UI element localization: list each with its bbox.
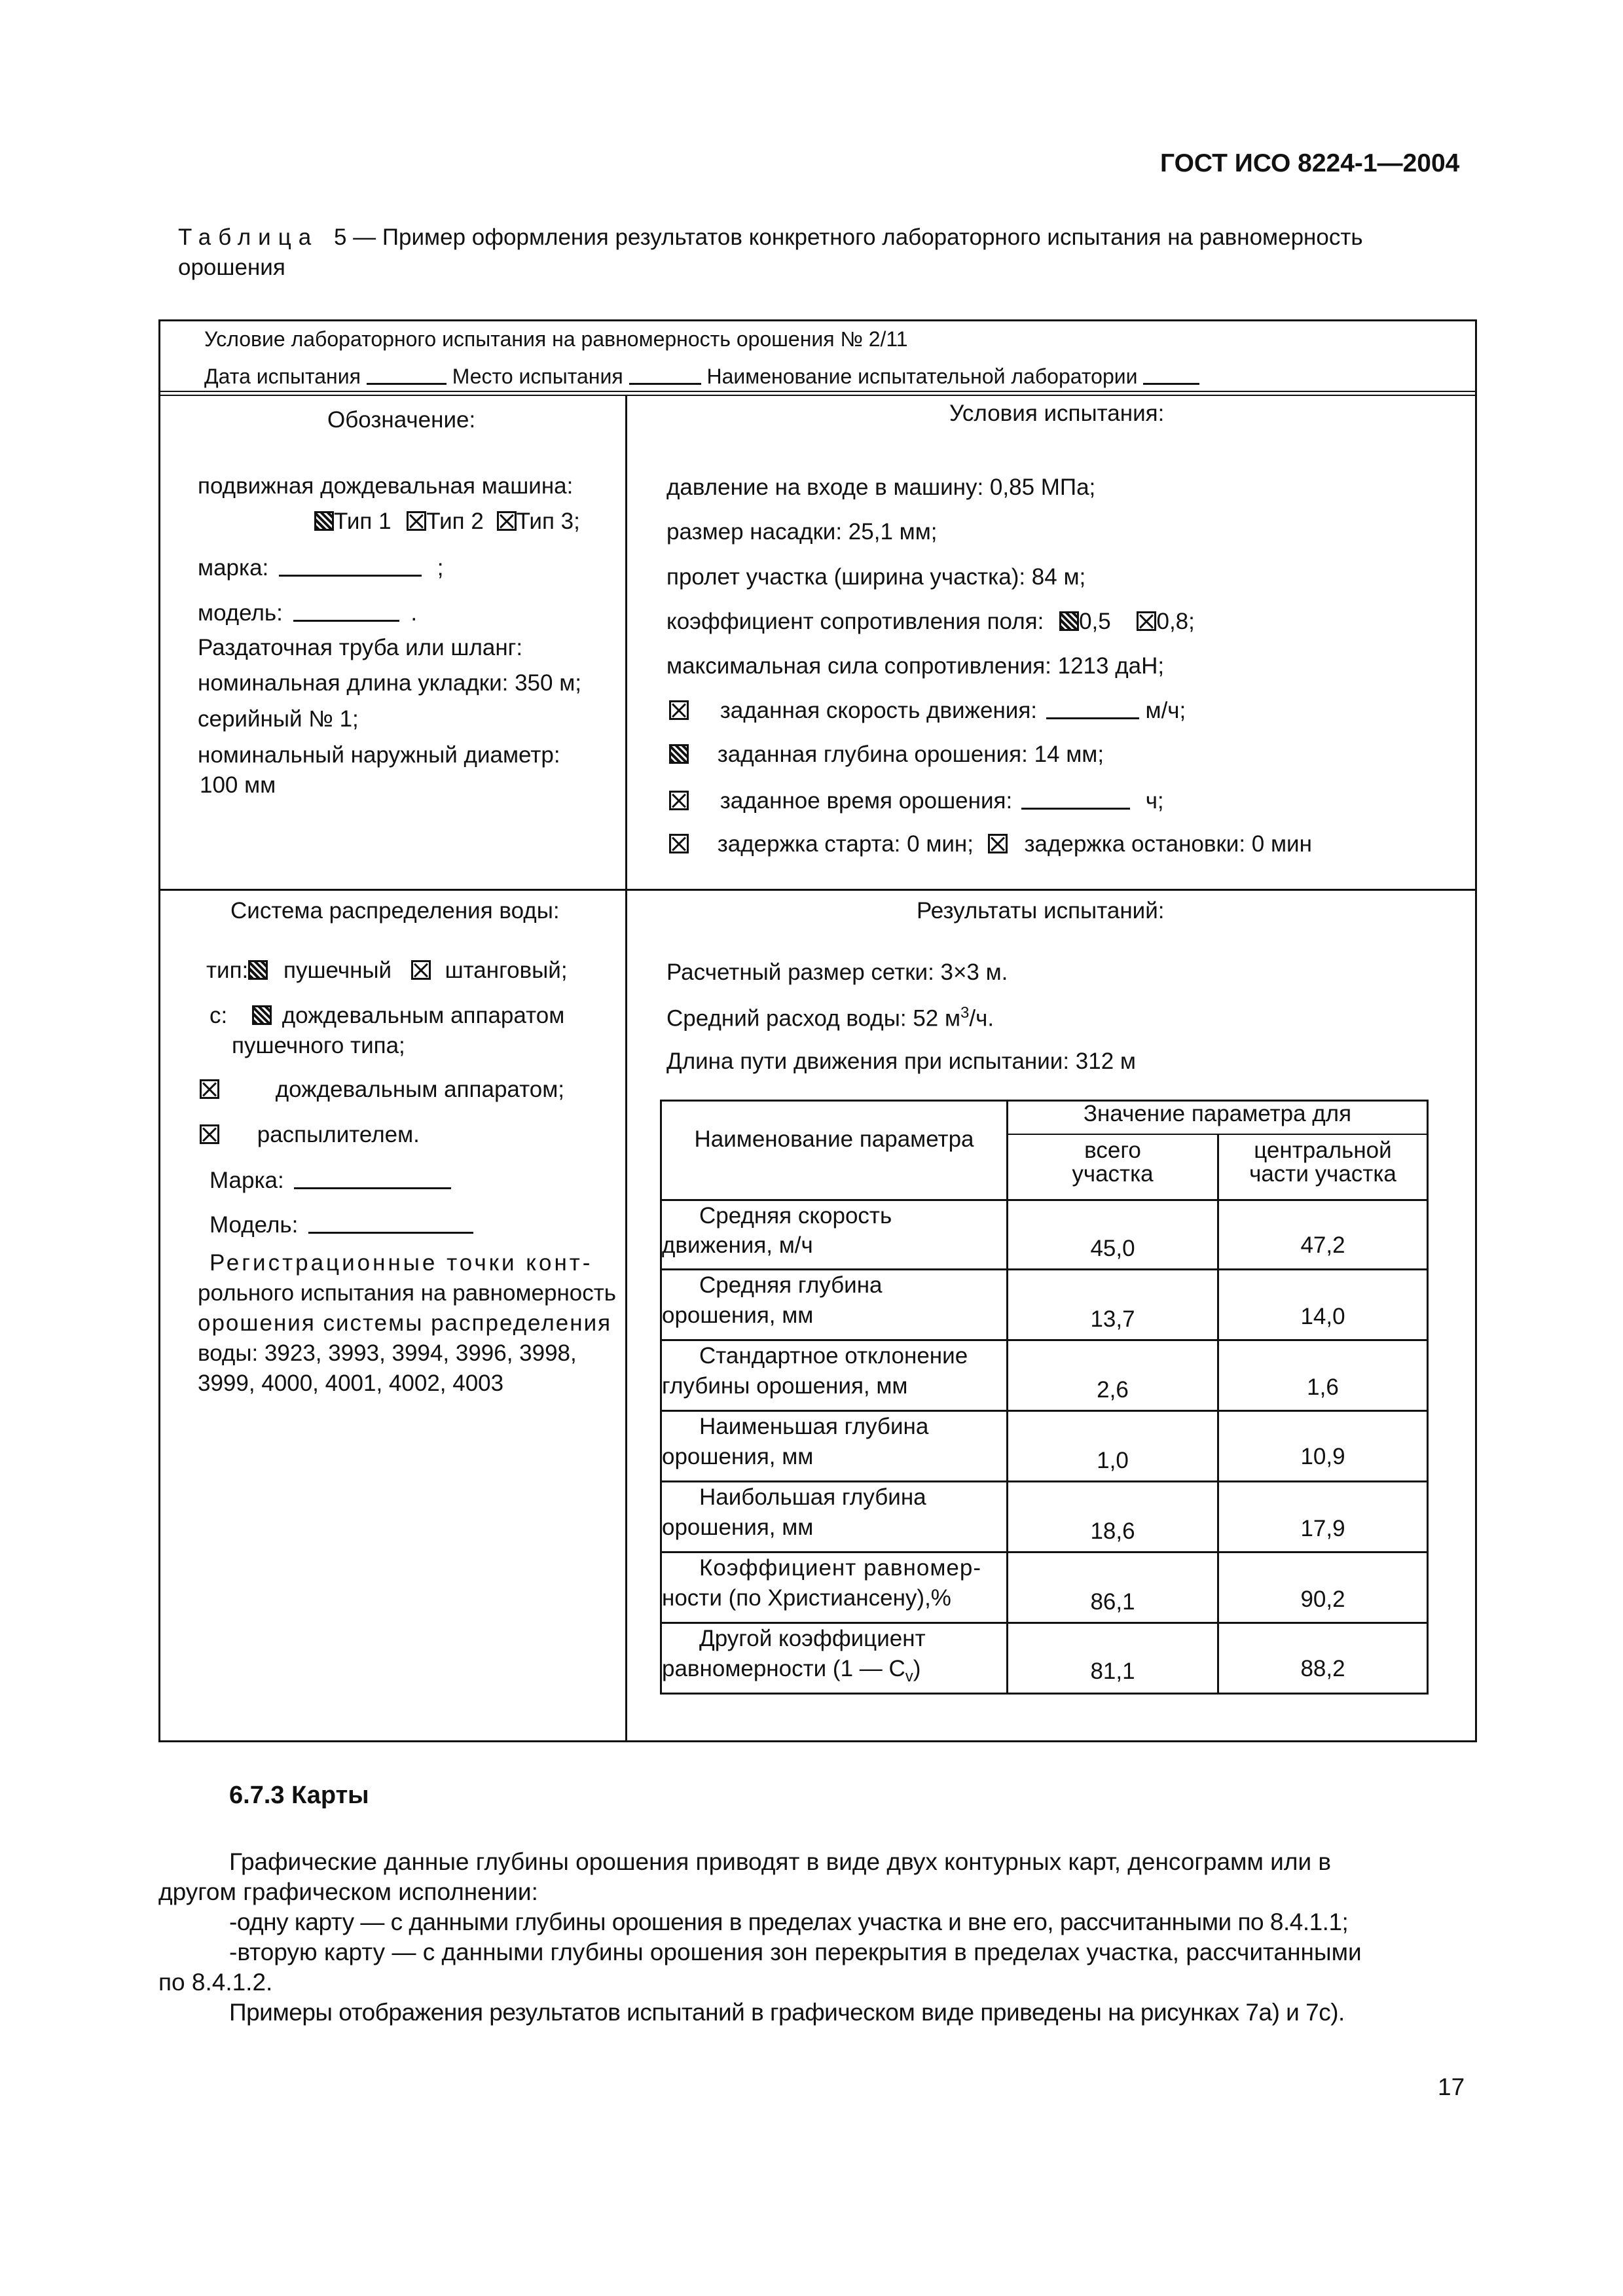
system-brand-blank — [294, 1166, 451, 1189]
set-time-unit: ч; — [1145, 788, 1164, 814]
table-caption — [178, 223, 1363, 253]
type1-label: Тип 1 — [334, 509, 392, 534]
with-label: с: — [210, 1003, 228, 1028]
results-col-central-1: центральной — [1254, 1138, 1392, 1163]
field-resistance — [666, 609, 1195, 635]
row-name-6b: ности (по Христиансену),% — [662, 1585, 951, 1611]
set-speed-unit: м/ч; — [1145, 698, 1186, 723]
start-delay-label: задержка старта: 0 мин; — [717, 831, 974, 857]
row-name-1a: Средняя скорость — [699, 1203, 892, 1229]
reg-points-4: воды: 3923, 3993, 3994, 3996, 3998, — [198, 1340, 577, 1366]
set-time — [669, 787, 1164, 814]
gun-sprinkler-label-cont: пушечного типа; — [232, 1033, 405, 1058]
type1-checkbox-icon — [314, 511, 334, 531]
row-name-4a: Наименьшая глубина — [699, 1414, 929, 1439]
row-name-5b: орошения, мм — [662, 1515, 814, 1540]
paragraph-3b: по 8.4.1.2. — [158, 1969, 273, 1996]
row-name-2b: орошения, мм — [662, 1302, 814, 1328]
gun-sprinkler-checkbox-icon — [252, 1005, 272, 1025]
avg-water-flow-sup: 3 — [960, 1004, 970, 1022]
row-name-7b-sub: v — [905, 1668, 913, 1685]
set-depth-checkbox-icon — [669, 744, 689, 764]
reg-points-3: орошения системы распределения — [198, 1310, 612, 1336]
paragraph-3a: -вторую карту — с данными глубины орошения зон перекрытия в пределах участка, рассчитанными — [229, 1939, 1362, 1965]
path-length: Длина пути движения при испытании: 312 м — [666, 1049, 1136, 1074]
test-place-blank — [629, 362, 701, 385]
row-name-6a: Коэффициент равномер- — [699, 1555, 981, 1581]
row-all-2: 13,7 — [1090, 1306, 1135, 1332]
row-all-3: 2,6 — [1097, 1377, 1129, 1403]
type2-checkbox-icon — [407, 511, 426, 531]
row-central-3: 1,6 — [1307, 1374, 1339, 1400]
pipe-label: Раздаточная труба или шланг: — [198, 635, 523, 660]
test-date-label: Дата испытания — [204, 365, 361, 388]
inlet-pressure: давление на входе в машину: 0,85 МПа; — [666, 475, 1096, 500]
results-col-all-1: всего — [1084, 1138, 1141, 1163]
set-speed-label: заданная скорость движения: — [720, 698, 1038, 723]
lab-name-label: Наименование испытательной лаборатории — [706, 365, 1138, 388]
set-depth — [669, 742, 1104, 768]
caption-label: Таблица — [178, 224, 319, 250]
grid-size: Расчетный размер сетки: 3×3 м. — [666, 960, 1008, 985]
brand-end: ; — [437, 555, 444, 581]
row-central-5: 17,9 — [1300, 1516, 1345, 1541]
nozzle-size: размер насадки: 25,1 мм; — [666, 519, 938, 545]
stop-delay-label: задержка остановки: 0 мин — [1024, 831, 1312, 857]
row-central-4: 10,9 — [1300, 1444, 1345, 1469]
row-all-6: 86,1 — [1090, 1589, 1135, 1615]
reg-points-5: 3999, 4000, 4001, 4002, 4003 — [198, 1371, 504, 1396]
results-col-group: Значение параметра для — [1083, 1101, 1352, 1126]
start-delay-checkbox-icon — [669, 834, 689, 853]
reg-points-2: рольного испытания на равномерность — [198, 1280, 617, 1306]
distribution-system-title: Система распределения воды: — [230, 898, 560, 924]
sprayer-option — [200, 1122, 420, 1148]
set-time-label: заданное время орошения: — [720, 788, 1013, 814]
system-brand — [210, 1166, 451, 1194]
set-speed-checkbox-icon — [669, 700, 689, 720]
avg-water-flow-label: Средний расход воды: 52 м — [666, 1005, 961, 1031]
row-name-3a: Стандартное отклонение — [699, 1343, 968, 1369]
serial-number: серийный № 1; — [198, 706, 359, 732]
type2-label: Тип 2 — [426, 509, 484, 534]
row-name-4b: орошения, мм — [662, 1444, 814, 1469]
model-blank — [293, 599, 399, 622]
test-info-line — [204, 362, 1199, 389]
machine-types — [314, 509, 580, 535]
row-all-1: 45,0 — [1090, 1236, 1135, 1261]
max-resistance: максимальная сила сопротивления: 1213 даН; — [666, 653, 1165, 679]
span-width: пролет участка (ширина участка): 84 м; — [666, 564, 1086, 590]
system-brand-label: Марка: — [210, 1168, 284, 1193]
field-resistance-label: коэффициент сопротивления поля: — [666, 609, 1044, 634]
set-time-checkbox-icon — [669, 791, 689, 810]
resistance-a-value: 0,5 — [1079, 609, 1111, 634]
row-all-4: 1,0 — [1097, 1448, 1129, 1473]
gun-label: пушечный — [283, 958, 392, 983]
sprayer-checkbox-icon — [200, 1124, 219, 1144]
paragraph-4: Примеры отображения результатов испытаний в графическом виде приведены на рисунках 7а) и 7с). — [229, 1999, 1345, 2026]
model-field — [198, 599, 417, 626]
set-time-blank — [1021, 787, 1130, 810]
sprinkler-label: дождевальным аппаратом; — [275, 1077, 565, 1102]
boom-checkbox-icon — [411, 960, 431, 980]
avg-water-flow-unit: /ч. — [969, 1005, 994, 1031]
row-name-2a: Средняя глубина — [699, 1272, 883, 1298]
row-central-6: 90,2 — [1300, 1587, 1345, 1612]
set-speed-blank — [1046, 696, 1139, 719]
row-central-7: 88,2 — [1300, 1656, 1345, 1681]
test-conditions-title: Условия испытания: — [949, 401, 1165, 426]
set-speed — [669, 696, 1186, 724]
paragraph-1a: Графические данные глубины орошения приводят в виде двух контурных карт, денсограмм или в — [229, 1848, 1332, 1875]
test-place-label: Место испытания — [452, 365, 623, 388]
avg-water-flow — [666, 1004, 994, 1032]
lab-name-blank — [1143, 362, 1199, 385]
row-name-1b: движения, м/ч — [662, 1232, 813, 1258]
test-results-title: Результаты испытаний: — [917, 898, 1165, 924]
system-model-blank — [308, 1211, 473, 1234]
row-all-7: 81,1 — [1090, 1659, 1135, 1684]
row-central-2: 14,0 — [1300, 1304, 1345, 1329]
brand-field — [198, 554, 443, 581]
delays — [669, 831, 1312, 857]
boom-label: штанговый; — [445, 958, 568, 983]
document-id: ГОСТ ИСО 8224-1—2004 — [1160, 149, 1460, 177]
row-all-5: 18,6 — [1090, 1518, 1135, 1544]
resistance-a-checkbox-icon — [1059, 611, 1079, 631]
set-depth-label: заданная глубина орошения: 14 мм; — [717, 742, 1104, 767]
machine-label: подвижная дождевальная машина: — [198, 473, 574, 499]
diameter-value: 100 мм — [200, 772, 276, 798]
row-name-3b: глубины орошения, мм — [662, 1373, 908, 1399]
model-end: . — [410, 600, 418, 626]
system-type — [206, 958, 568, 984]
caption-text-cont: орошения — [178, 255, 285, 280]
type3-label: Тип 3; — [516, 509, 580, 534]
caption-text: 5 — Пример оформления результатов конкретного лабораторного испытания на равномерность — [333, 224, 1363, 250]
reg-points-1: Регистрационные точки конт- — [210, 1250, 593, 1276]
diameter-label: номинальный наружный диаметр: — [198, 742, 560, 768]
resistance-b-value: 0,8; — [1156, 609, 1195, 634]
page-number: 17 — [1438, 2073, 1465, 2100]
resistance-b-checkbox-icon — [1137, 611, 1156, 631]
stop-delay-checkbox-icon — [988, 834, 1008, 853]
results-col-central-2: части участка — [1249, 1161, 1396, 1187]
row-central-1: 47,2 — [1300, 1232, 1345, 1258]
paragraph-2: -одну карту — с данными глубины орошения в пределах участка и вне его, рассчитанными по 8.4.1.1; — [229, 1909, 1349, 1935]
pipe-length: номинальная длина укладки: 350 м; — [198, 670, 581, 696]
test-date-blank — [367, 362, 447, 385]
sprayer-label: распылителем. — [257, 1122, 420, 1147]
sprinkler-checkbox-icon — [200, 1079, 219, 1099]
results-col-param: Наименование параметра — [694, 1126, 974, 1152]
brand-label: марка: — [198, 555, 269, 581]
row-name-7b-text: равномерности (1 — C — [662, 1656, 905, 1681]
gun-sprinkler-label: дождевальным аппаратом — [282, 1003, 565, 1028]
gun-checkbox-icon — [248, 960, 268, 980]
system-type-label: тип: — [206, 958, 249, 983]
row-name-7a: Другой коэффициент — [699, 1626, 926, 1651]
brand-blank — [279, 554, 422, 577]
row-name-5a: Наибольшая глубина — [699, 1484, 926, 1510]
system-model-label: Модель: — [210, 1212, 299, 1238]
type3-checkbox-icon — [497, 511, 517, 531]
test-condition-number: Условие лабораторного испытания на равномерность орошения № 2/11 — [204, 327, 908, 351]
results-col-all-2: участка — [1072, 1161, 1154, 1187]
designation-title: Обозначение: — [327, 407, 476, 433]
paragraph-1b: другом графическом исполнении: — [158, 1878, 538, 1905]
row-name-7b — [662, 1656, 921, 1686]
model-label: модель: — [198, 600, 283, 626]
system-model — [210, 1211, 473, 1238]
with-gun-sprinkler — [210, 1003, 564, 1029]
sprinkler-option — [200, 1077, 564, 1103]
section-heading: 6.7.3 Карты — [229, 1782, 369, 1809]
row-name-7b-end: ) — [913, 1656, 921, 1681]
